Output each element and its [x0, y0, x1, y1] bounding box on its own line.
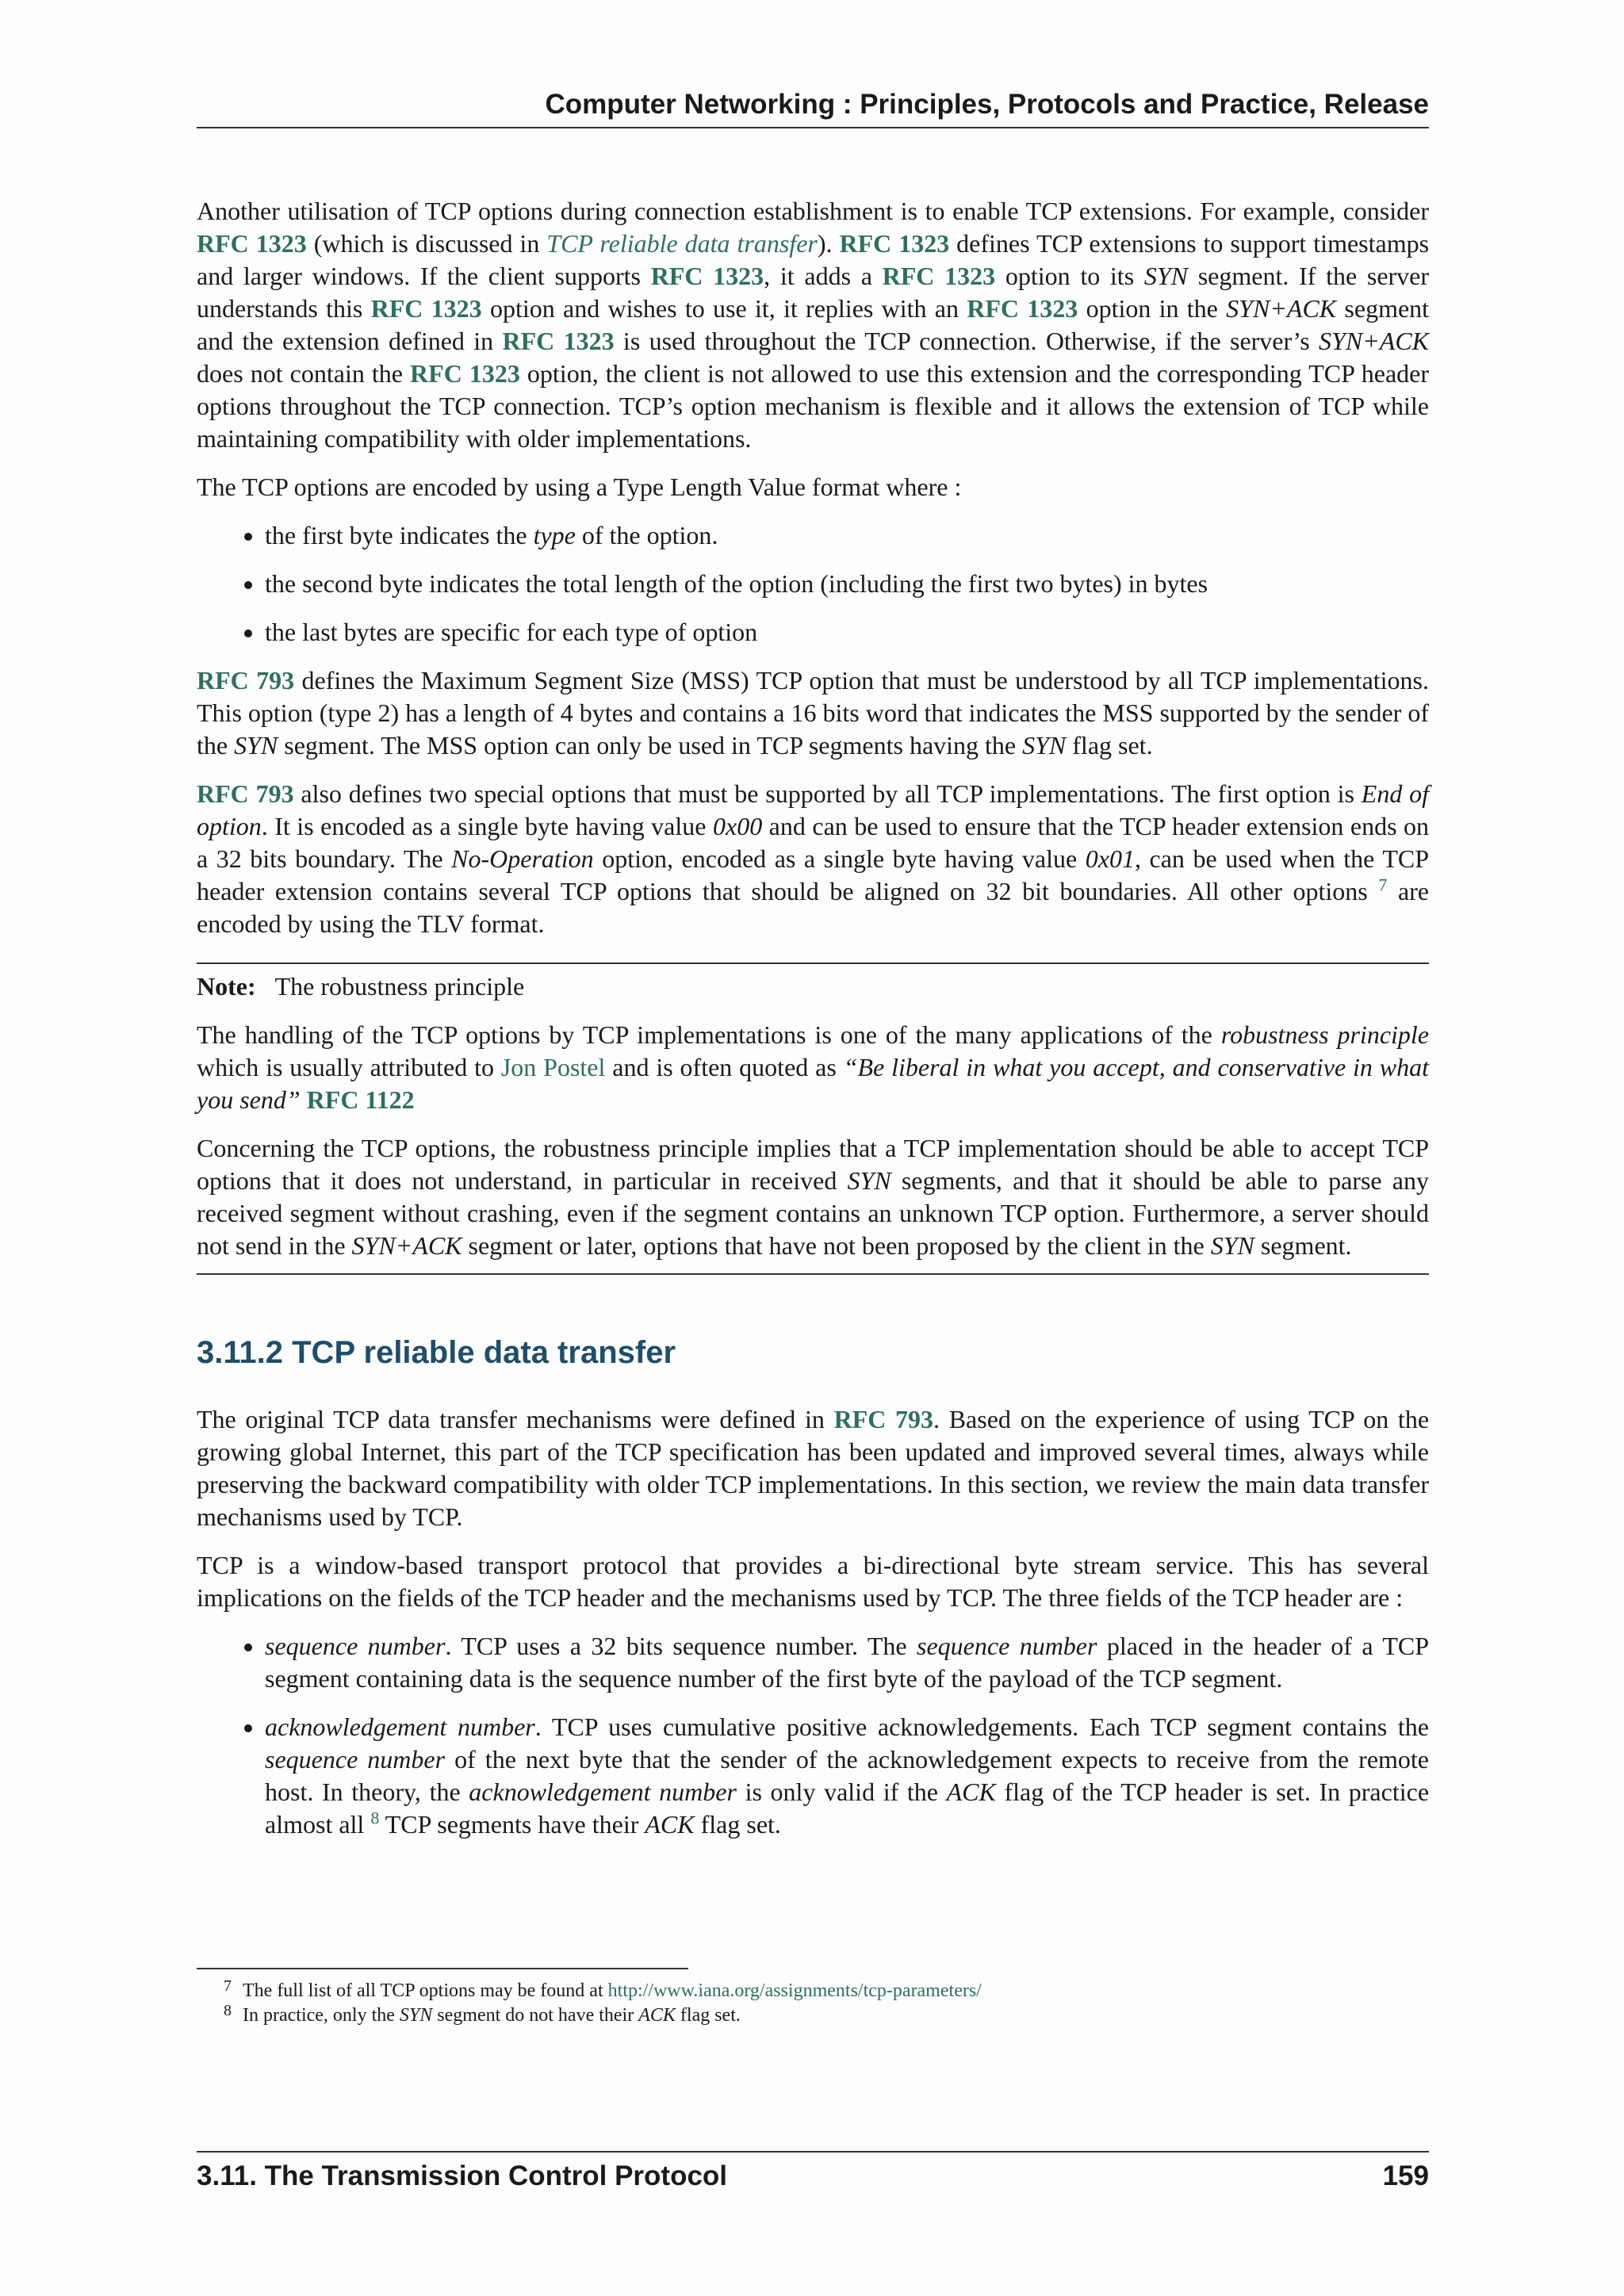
footnote-text	[220, 2003, 1429, 2028]
text: and is often quoted as	[605, 1053, 844, 1081]
rfc-link[interactable]: RFC 793	[197, 666, 295, 695]
footer-section: 3.11. The Transmission Control Protocol	[197, 2160, 728, 2191]
text: is only valid if the	[736, 1777, 947, 1806]
text: which is usually attributed to	[197, 1053, 501, 1081]
note-title: The robustness principle	[274, 972, 525, 1001]
note-paragraph	[197, 1132, 1429, 1262]
list-item	[265, 1711, 1429, 1841]
footnote-number: 7	[224, 1977, 232, 1995]
paragraph-tlv-intro: The TCP options are encoded by using a Type Length Value format where :	[197, 473, 962, 501]
text: option, the client is not allowed to use this extension and the corresponding TCP header options throughout the TCP connection. TCP’s option mechanism is flexible and it allows the extension of TCP while maintaining compatibility with older implementations.	[197, 359, 1430, 453]
emphasis: ACK	[645, 1810, 695, 1839]
footnote-number: 8	[224, 2002, 232, 2019]
emphasis: acknowledgement number	[265, 1712, 535, 1741]
url-link[interactable]: http://www.iana.org/assignments/tcp-parameters/	[607, 1980, 982, 2001]
text: segment. If the server understands this	[197, 262, 1430, 323]
emphasis: SYN+ACK	[1319, 327, 1430, 355]
text: option and wishes to use it, it replies with an	[481, 294, 967, 323]
text: The full list of all TCP options may be found at	[243, 1980, 608, 2001]
text: ).	[817, 229, 840, 258]
rfc-link[interactable]: RFC 1323	[882, 262, 996, 290]
text: flag of the TCP header is set. In practice almost all	[265, 1777, 1430, 1839]
footnote-divider	[197, 1968, 688, 1969]
emphasis: SYN	[1143, 262, 1188, 290]
rfc-link[interactable]: RFC 1323	[370, 294, 482, 323]
text: segment and the extension defined in	[197, 294, 1430, 355]
text: of the next byte that the sender of the acknowledgement expects to receive from the remote host. In theory, the	[265, 1745, 1430, 1806]
text: . It is encoded as a single byte having value	[261, 812, 713, 840]
emphasis: sequence number	[265, 1745, 446, 1774]
emphasis: No-Operation	[451, 844, 594, 873]
paragraph-tcp-extensions	[197, 195, 1429, 455]
list-item	[265, 1630, 1429, 1695]
rfc-link[interactable]: RFC 1323	[967, 294, 1078, 323]
text: flag set.	[694, 1810, 781, 1839]
rfc-link[interactable]: RFC 1323	[410, 359, 520, 388]
rfc-link[interactable]: RFC 1323	[839, 229, 950, 258]
text: option, encoded as a single byte having value	[593, 844, 1086, 873]
emphasis: robustness principle	[1220, 1020, 1430, 1049]
footnote-8	[197, 2003, 1429, 2028]
footnote-ref[interactable]: 7	[1378, 874, 1388, 895]
text: and can be used to ensure that the TCP header extension ends on a 32 bits boundary. The	[197, 812, 1430, 873]
emphasis: 0x01	[1085, 844, 1135, 873]
rfc-link[interactable]: RFC 793	[833, 1405, 934, 1433]
text	[301, 1085, 307, 1114]
paragraph-data-transfer	[197, 1403, 1429, 1533]
text: flag set.	[675, 2005, 741, 2026]
rfc-link[interactable]: RFC 793	[197, 779, 294, 808]
list-item	[265, 519, 1429, 552]
text: TCP segments have their	[379, 1810, 645, 1839]
footnote-text	[220, 1979, 1429, 2003]
person-link[interactable]: Jon Postel	[500, 1053, 606, 1081]
tlv-list	[197, 519, 1429, 649]
section-heading: 3.11.2 TCP reliable data transfer	[197, 1335, 676, 1370]
text: (which is discussed in	[306, 229, 547, 258]
emphasis: SYN	[399, 2005, 433, 2026]
text: Concerning the TCP options, the robustness principle implies that a TCP implementation should be able to accept TCP options that it does not understand, in particular in received	[197, 1134, 1429, 1195]
emphasis: ACK	[946, 1777, 996, 1806]
emphasis: SYN	[1022, 731, 1067, 760]
note-label: Note:	[197, 972, 256, 1001]
text: also defines two special options that must be supported by all TCP implementations. The first option is	[293, 779, 1362, 808]
page-body	[197, 195, 1429, 1857]
text: defines TCP extensions to support timestamps and larger windows. If the client supports	[197, 229, 1430, 290]
footnote-7	[197, 1979, 1429, 2003]
emphasis: SYN	[1210, 1231, 1254, 1260]
footnotes	[197, 1968, 1429, 2028]
emphasis: SYN	[847, 1166, 891, 1195]
paragraph-special-options	[197, 778, 1429, 940]
rfc-link[interactable]: RFC 1323	[502, 327, 615, 355]
text: are encoded by using the TLV format.	[197, 877, 1430, 938]
text: The original TCP data transfer mechanisms were defined in	[197, 1405, 834, 1433]
header-fields-list	[197, 1630, 1429, 1841]
paragraph-mss	[197, 664, 1429, 762]
emphasis: type	[533, 521, 576, 549]
running-header: Computer Networking : Principles, Protocols and Practice, Release	[197, 89, 1429, 128]
text: flag set.	[1066, 731, 1153, 760]
emphasis: SYN	[234, 731, 278, 760]
text: segment or later, options that have not been proposed by the client in the	[462, 1231, 1211, 1260]
text: option to its	[995, 262, 1144, 290]
text: the first byte indicates the	[265, 521, 534, 549]
text: is used throughout the TCP connection. Otherwise, if the server’s	[614, 327, 1320, 355]
emphasis: ACK	[638, 2005, 676, 2026]
text: segments, and that it should be able to parse any received segment without crashing, even if the segment contains an unknown TCP option. Furthermore, a server should not send in the	[197, 1166, 1430, 1260]
quote: “Be liberal in what you accept, and conservative in what you send”	[197, 1053, 1430, 1114]
text: , can be used when the TCP header extension contains several TCP options that should be aligned on 32 bit boundaries. All other options	[197, 844, 1430, 905]
page-footer	[197, 2151, 1429, 2192]
emphasis: 0x00	[712, 812, 763, 840]
rfc-link[interactable]: RFC 1122	[306, 1085, 415, 1114]
text: . Based on the experience of using TCP on the growing global Internet, this part of the TCP specification has been updated and improved several times, always while preserving the backward compatibility with older TCP implementations. In this section, we review the main data transfer mechanisms used by TCP.	[197, 1405, 1430, 1531]
text: Another utilisation of TCP options during connection establishment is to enable TCP extensions. For example, consider	[197, 197, 1429, 225]
emphasis: End of option	[197, 779, 1430, 840]
rfc-link[interactable]: RFC 1323	[197, 229, 307, 258]
emphasis: sequence number	[917, 1632, 1097, 1660]
text: segment do not have their	[432, 2005, 639, 2026]
note-heading	[197, 970, 1429, 1003]
emphasis: sequence number	[265, 1632, 446, 1660]
text: , it adds a	[764, 262, 883, 290]
text: The handling of the TCP options by TCP implementations is one of the many applications of the	[197, 1020, 1221, 1049]
text: . TCP uses a 32 bits sequence number. The	[445, 1632, 917, 1660]
emphasis: SYN+ACK	[1226, 294, 1337, 323]
list-item: • the second byte indicates the total length of the option (including the first two bytes) in bytes	[265, 568, 1429, 600]
note-box	[197, 962, 1429, 1275]
text: . TCP uses cumulative positive acknowledgements. Each TCP segment contains the	[534, 1712, 1430, 1741]
emphasis: SYN+ACK	[351, 1231, 462, 1260]
text: segment.	[1254, 1231, 1352, 1260]
text: does not contain the	[197, 359, 411, 388]
footnote-ref[interactable]: 8	[370, 1808, 380, 1828]
emphasis: acknowledgement number	[469, 1777, 737, 1806]
text: defines the Maximum Segment Size (MSS) TCP option that must be understood by all TCP implementations. This option (type 2) has a length of 4 bytes and contains a 16 bits word that indicates the MSS supported by the sender of the	[197, 666, 1430, 760]
note-paragraph	[197, 1019, 1429, 1116]
section-link[interactable]: TCP reliable data transfer	[546, 229, 818, 258]
rfc-link[interactable]: RFC 1323	[650, 262, 764, 290]
text: segment. The MSS option can only be used in TCP segments having the	[278, 731, 1023, 760]
text: placed in the header of a TCP segment containing data is the sequence number of the first byte of the payload of the TCP segment.	[265, 1632, 1430, 1693]
text: In practice, only the	[243, 2005, 400, 2026]
paragraph-window-based: TCP is a window-based transport protocol that provides a bi-directional byte stream service. This has several implications on the fields of the TCP header and the mechanisms used by TCP. The three fields of the TCP header are :	[197, 1551, 1429, 1612]
page-number: 159	[1382, 2160, 1429, 2191]
text: option in the	[1078, 294, 1227, 323]
text: of the option.	[575, 521, 718, 549]
list-item: • the last bytes are specific for each type of option	[265, 616, 1429, 649]
